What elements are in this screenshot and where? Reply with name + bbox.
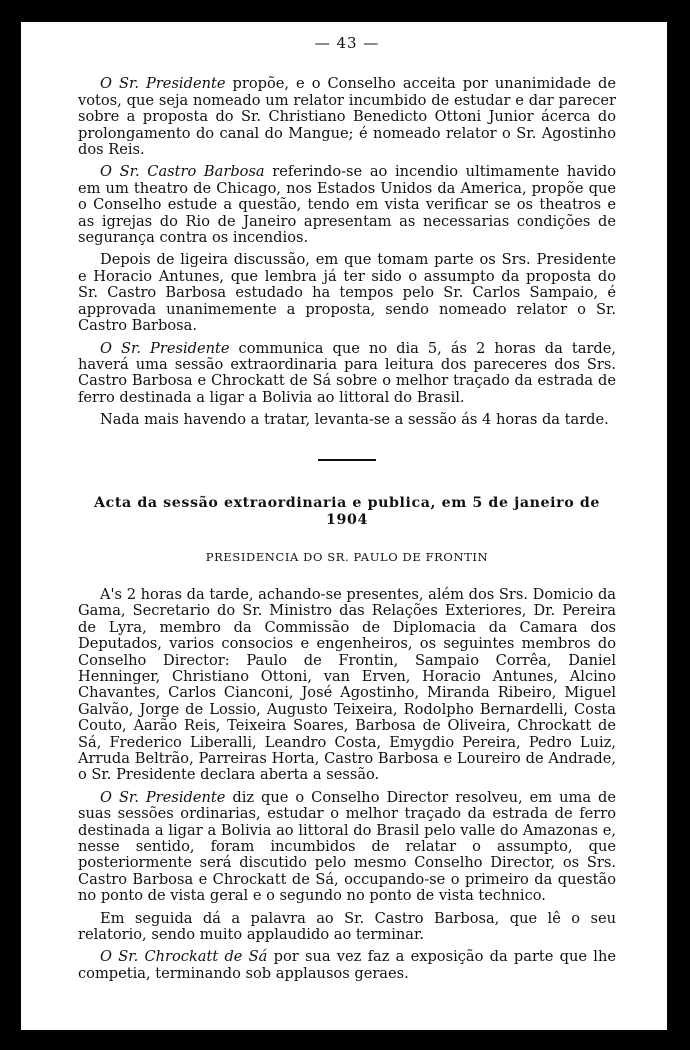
speaker: O Sr. Castro Barbosa [100,163,265,181]
paragraph [78,252,616,334]
paragraph [78,76,616,158]
paragraph-text: communica que no dia 5, ás 2 horas da tarde, haverá uma sessão extraordinaria para leitura dos pareceres dos Srs. Castro Barbosa e Chrockatt de Sá sobre o melhor traçado da estrada de ferro destinada a ligar a Bolivia ao littoral do Brasil. [78,339,616,406]
extraordinary-session-minutes [78,587,616,982]
paragraph [78,911,616,944]
paragraph-text: A's 2 horas da tarde, achando-se presentes, além dos Srs. Domicio da Gama, Secretario do Sr. Ministro das Relações Exteriores, Dr. Pereira de Lyra, membro da Commissão de Diplomacia da Camara dos Deputados, varios consocios e engenheiros, os seguintes membros do Conselho Director: Paulo de Frontin, Sampaio Corrêa, Daniel Henninger, Christiano Ottoni, van Erven, Horacio Antunes, Alcino Chavantes, Carlos Cianconi, José Agostinho, Miranda Ribeiro, Miguel Galvão, Jorge de Lossio, Augusto Teixeira, Rodolpho Bernardelli, Costa Couto, Aarão Reis, Teixeira Soares, Barbosa de Oliveira, Chrockatt de Sá, Frederico Liberalli, Leandro Costa, Emygdio Pereira, Pedro Luiz, Arruda Beltrão, Parreiras Horta, Castro Barbosa e Loureiro de Andrade, o Sr. Presidente declara aberta a sessão. [78,585,616,784]
paragraph [78,341,616,407]
paragraph [78,412,616,428]
paragraph [78,949,616,982]
presidency-line: PRESIDENCIA DO SR. PAULO DE FRONTIN [205,549,489,564]
paragraph-text: referindo-se ao incendio ultimamente havido em um theatro de Chicago, nos Estados Unidos da America, propõe que o Conselho estude a questão, tendo em vista verificar se os theatros e as igrejas do Rio de Janeiro apresentam as necessarias condições de segurança contra os incendios. [78,163,616,247]
paragraph [78,790,616,905]
paragraph [78,587,616,784]
paragraph-text: Nada mais havendo a tratar, levanta-se a sessão ás 4 horas da tarde. [100,411,609,429]
paragraph-text: por sua vez faz a exposição da parte que lhe competia, terminando sob applausos geraes. [78,948,616,982]
top-minutes [78,76,616,428]
paragraph [78,164,616,246]
paragraph-text: Depois de ligeira discussão, em que tomam parte os Srs. Presidente e Horacio Antunes, que lembra já ter sido o assumpto da proposta do Sr. Castro Barbosa estudado ha tempos pelo Sr. Carlos Sampaio, é approvada unanimemente a proposta, sendo nomeado relator o Sr. Castro Barbosa. [78,251,616,335]
section-divider [318,459,376,461]
paragraph-text: diz que o Conselho Director resolveu, em uma de suas sessões ordinarias, estudar o melhor traçado da estrada de ferro destinada a ligar a Bolivia ao littoral do Brasil pelo valle do Amazonas e, nesse sentido, foram incumbidos de relatar o assumpto, que posteriormente será discutido pelo mesmo Conselho Director, os Srs. Castro Barbosa e Chrockatt de Sá, occupando-se o primeiro da questão no ponto de vista geral e o segundo no ponto de vista technico. [78,788,616,905]
speaker: O Sr. Presidente [100,75,226,93]
section-title: Acta da sessão extraordinaria e publica, em 5 de janeiro de 1904 [94,494,600,528]
paragraph-text: Em seguida dá a palavra ao Sr. Castro Barbosa, que lê o seu relatorio, sendo muito applaudido ao terminar. [78,909,616,944]
speaker: O Sr. Presidente [100,339,230,357]
paragraph-text: propõe, e o Conselho acceita por unanimidade de votos, que seja nomeado um relator incumbido de estudar e dar parecer sobre a proposta do Sr. Christiano Benedicto Ottoni Junior ácerca do prolongamento do canal do Mangue; é nomeado relator o Sr. Agostinho dos Reis. [78,75,616,159]
document-page [21,22,667,1030]
speaker: O Sr. Chrockatt de Sá [100,948,268,966]
speaker: O Sr. Presidente [100,788,226,806]
page-number: — 43 — [314,34,380,52]
